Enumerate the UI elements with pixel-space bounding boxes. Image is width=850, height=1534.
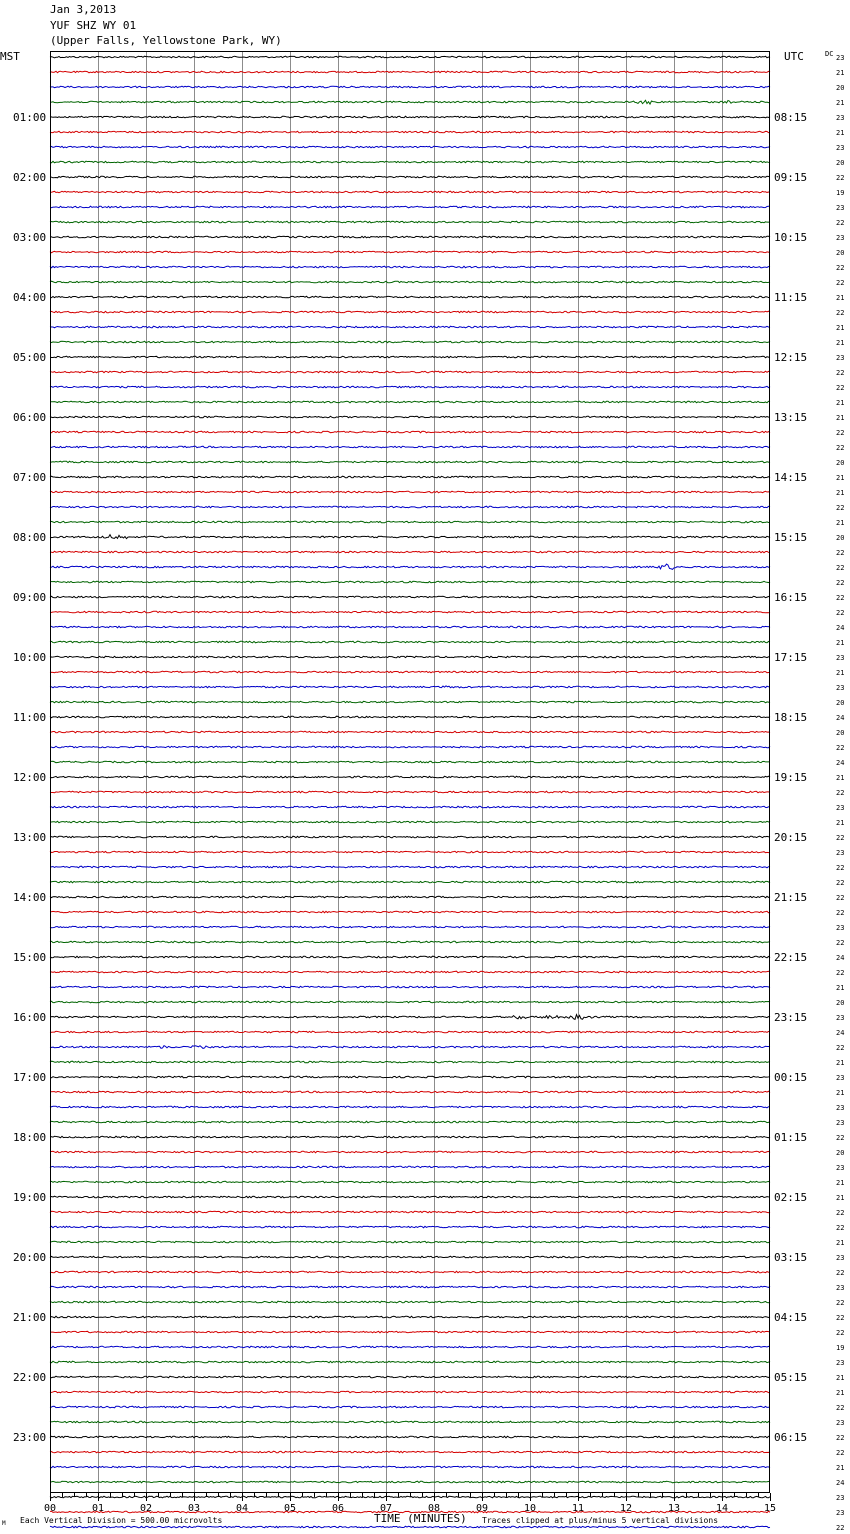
trace-row	[50, 266, 770, 268]
trace-row	[50, 401, 770, 403]
trace-row	[50, 1436, 770, 1438]
dc-offset-label: 22	[836, 789, 845, 797]
mst-hour-label: 02:00	[13, 171, 47, 184]
trace-row	[50, 1076, 770, 1078]
trace-row	[50, 146, 770, 148]
dc-offset-label: 21	[836, 69, 845, 77]
trace-row	[50, 1061, 770, 1063]
x-axis-title: TIME (MINUTES)	[374, 1512, 467, 1525]
trace-row	[50, 1226, 770, 1228]
trace-row	[50, 1031, 770, 1033]
mst-hour-label: 05:00	[13, 351, 47, 364]
dc-offset-label: 23	[836, 1254, 845, 1262]
trace-row	[50, 1106, 770, 1108]
dc-offset-label: 22	[836, 279, 845, 287]
mst-hour-label: 19:00	[13, 1191, 47, 1204]
trace-row	[50, 926, 770, 928]
dc-offset-label: 21	[836, 339, 845, 347]
dc-offset-label: 22	[836, 909, 845, 917]
trace-row	[50, 491, 770, 493]
dc-offset-label: 23	[836, 1014, 845, 1022]
trace-row	[50, 311, 770, 313]
trace-row	[50, 131, 770, 133]
trace-row	[50, 1526, 770, 1528]
dc-offset-label: 23	[836, 1419, 845, 1427]
trace-row	[50, 535, 770, 539]
dc-offset-label: 22	[836, 579, 845, 587]
x-tick-label: 09	[476, 1503, 489, 1514]
mst-hour-label: 21:00	[13, 1311, 47, 1324]
trace-row	[50, 701, 770, 703]
x-tick-label: 14	[716, 1503, 729, 1514]
dc-offset-label: 20	[836, 159, 845, 167]
dc-offset-label: 21	[836, 414, 845, 422]
trace-row	[50, 911, 770, 913]
trace-row	[50, 611, 770, 613]
trace-row	[50, 431, 770, 433]
trace-row	[50, 716, 770, 718]
trace-row	[50, 671, 770, 673]
dc-offset-label: 21	[836, 1194, 845, 1202]
dc-offset-label: 22	[836, 969, 845, 977]
x-tick-label: 02	[140, 1503, 153, 1514]
axis-labels	[13, 54, 844, 1534]
trace-row	[50, 1451, 770, 1453]
x-tick-label: 03	[188, 1503, 201, 1514]
trace-row	[50, 971, 770, 973]
dc-offset-label: 24	[836, 759, 845, 767]
trace-row	[50, 1015, 770, 1020]
trace-row	[50, 416, 770, 418]
utc-hour-label: 02:15	[774, 1191, 808, 1204]
trace-row	[50, 356, 770, 358]
x-tick-label: 12	[620, 1503, 633, 1514]
mst-hour-label: 13:00	[13, 831, 47, 844]
dc-offset-label: 20	[836, 729, 845, 737]
dc-offset-label: 21	[836, 819, 845, 827]
trace-row	[50, 1286, 770, 1288]
mst-hour-label: 16:00	[13, 1011, 47, 1024]
dc-offset-label: 23	[836, 1164, 845, 1172]
trace-row	[50, 461, 770, 463]
dc-offset-label: 22	[836, 1314, 845, 1322]
utc-hour-label: 11:15	[774, 291, 808, 304]
x-tick-label: 15	[764, 1503, 777, 1514]
utc-hour-label: 16:15	[774, 591, 808, 604]
trace-row	[50, 1316, 770, 1318]
chart-date: Jan 3,2013	[50, 3, 117, 16]
dc-offset-label: 23	[836, 849, 845, 857]
trace-row	[50, 581, 770, 583]
dc-offset-label: 23	[836, 1494, 845, 1502]
trace-row	[50, 326, 770, 328]
x-tick-label: 11	[572, 1503, 585, 1514]
dc-offset-label: 21	[836, 1089, 845, 1097]
mst-hour-label: 17:00	[13, 1071, 47, 1084]
mst-hour-label: 11:00	[13, 711, 47, 724]
dc-offset-label: 22	[836, 444, 845, 452]
trace-row	[50, 986, 770, 988]
x-tick-label: 00	[44, 1503, 57, 1514]
x-tick-label: 04	[236, 1503, 249, 1514]
dc-offset-label: 22	[836, 1404, 845, 1412]
trace-layer	[50, 56, 770, 1534]
trace-row	[50, 896, 770, 898]
utc-hour-label: 21:15	[774, 891, 808, 904]
dc-offset-label: 23	[836, 234, 845, 242]
trace-row	[50, 851, 770, 853]
utc-hour-label: 01:15	[774, 1131, 808, 1144]
dc-offset-label: 24	[836, 714, 845, 722]
trace-row	[50, 1046, 770, 1049]
trace-row	[50, 476, 770, 478]
dc-offset-label: 22	[836, 1329, 845, 1337]
utc-hour-label: 03:15	[774, 1251, 808, 1264]
mst-hour-label: 23:00	[13, 1431, 47, 1444]
dc-offset-label: 22	[836, 1209, 845, 1217]
trace-row	[50, 206, 770, 208]
dc-offset-label: 20	[836, 534, 845, 542]
dc-offset-label: 23	[836, 354, 845, 362]
dc-offset-label: 21	[836, 489, 845, 497]
trace-row	[50, 71, 770, 73]
x-tick-label: 06	[332, 1503, 345, 1514]
utc-hour-label: 10:15	[774, 231, 808, 244]
dc-offset-label: 23	[836, 1284, 845, 1292]
mst-hour-label: 15:00	[13, 951, 47, 964]
trace-row	[50, 221, 770, 223]
dc-offset-label: 22	[836, 894, 845, 902]
dc-offset-label: 20	[836, 84, 845, 92]
trace-row	[50, 1241, 770, 1243]
trace-row	[50, 341, 770, 343]
dc-offset-label: 23	[836, 1359, 845, 1367]
trace-row	[50, 1301, 770, 1303]
dc-offset-label: 22	[836, 564, 845, 572]
dc-offset-label: 22	[836, 1449, 845, 1457]
dc-offset-label: 20	[836, 1149, 845, 1157]
dc-offset-label: 22	[836, 1524, 845, 1532]
trace-row	[50, 1361, 770, 1363]
utc-hour-label: 04:15	[774, 1311, 808, 1324]
trace-row	[50, 821, 770, 823]
clip-note: Traces clipped at plus/minus 5 vertical divisions	[482, 1516, 719, 1525]
dc-offset-label: 21	[836, 294, 845, 302]
dc-offset-label: 21	[836, 984, 845, 992]
scale-note: Each Vertical Division = 500.00 microvolts	[20, 1516, 223, 1525]
dc-offset-label: 22	[836, 1224, 845, 1232]
dc-offset-label: 20	[836, 459, 845, 467]
utc-hour-label: 13:15	[774, 411, 808, 424]
trace-row	[50, 281, 770, 283]
mst-hour-label: 12:00	[13, 771, 47, 784]
dc-offset-label: 21	[836, 399, 845, 407]
trace-row	[50, 1376, 770, 1378]
utc-hour-label: 14:15	[774, 471, 808, 484]
dc-offset-label: 21	[836, 519, 845, 527]
dc-offset-label: 23	[836, 804, 845, 812]
dc-offset-label: 23	[836, 924, 845, 932]
trace-row	[50, 656, 770, 658]
dc-offset-label: 23	[836, 54, 845, 62]
mst-hour-label: 04:00	[13, 291, 47, 304]
trace-row	[50, 1211, 770, 1213]
dc-offset-label: 22	[836, 384, 845, 392]
dc-offset-label: 22	[836, 609, 845, 617]
dc-offset-label: 23	[836, 1509, 845, 1517]
dc-offset-label: 21	[836, 324, 845, 332]
dc-offset-label: 23	[836, 1074, 845, 1082]
mst-hour-label: 09:00	[13, 591, 47, 604]
trace-row	[50, 1196, 770, 1198]
utc-hour-label: 23:15	[774, 1011, 808, 1024]
dc-offset-label: 21	[836, 1239, 845, 1247]
trace-row	[50, 564, 770, 569]
dc-offset-label: 22	[836, 264, 845, 272]
dc-offset-label: 22	[836, 834, 845, 842]
mst-hour-label: 03:00	[13, 231, 47, 244]
trace-row	[50, 596, 770, 598]
trace-row	[50, 1181, 770, 1183]
x-tick-label: 01	[92, 1503, 105, 1514]
dc-offset-label: 21	[836, 1464, 845, 1472]
dc-offset-label: 22	[836, 939, 845, 947]
dc-offset-label: 21	[836, 639, 845, 647]
dc-offset-label: 23	[836, 204, 845, 212]
x-tick-label: 05	[284, 1503, 297, 1514]
chart-location: (Upper Falls, Yellowstone Park, WY)	[50, 34, 282, 47]
dc-offset-label: 20	[836, 999, 845, 1007]
trace-row	[50, 1136, 770, 1138]
trace-row	[50, 56, 770, 58]
dc-offset-label: 22	[836, 1299, 845, 1307]
trace-row	[50, 371, 770, 373]
trace-row	[50, 1091, 770, 1093]
trace-row	[50, 776, 770, 778]
mst-hour-label: 01:00	[13, 111, 47, 124]
dc-offset-label: 23	[836, 684, 845, 692]
dc-offset-label: 24	[836, 1479, 845, 1487]
utc-hour-label: 00:15	[774, 1071, 808, 1084]
trace-row	[50, 686, 770, 688]
dc-offset-label: 21	[836, 774, 845, 782]
utc-hour-label: 15:15	[774, 531, 808, 544]
chart-station: YUF SHZ WY 01	[50, 19, 137, 32]
dc-offset-label: 21	[836, 1059, 845, 1067]
dc-offset-label: 19	[836, 1344, 845, 1352]
dc-offset-label: 23	[836, 144, 845, 152]
mst-hour-label: 20:00	[13, 1251, 47, 1264]
utc-hour-label: 12:15	[774, 351, 808, 364]
dc-offset-label: 22	[836, 369, 845, 377]
trace-row	[50, 551, 770, 553]
utc-hour-label: 09:15	[774, 171, 808, 184]
trace-row	[50, 191, 770, 193]
utc-hour-label: 08:15	[774, 111, 808, 124]
trace-row	[50, 731, 770, 733]
dc-label: DC	[825, 50, 834, 58]
trace-row	[50, 1151, 770, 1153]
trace-row	[50, 806, 770, 808]
trace-row	[50, 881, 770, 883]
trace-row	[50, 1331, 770, 1333]
trace-row	[50, 1346, 770, 1348]
dc-offset-label: 22	[836, 1434, 845, 1442]
dc-offset-label: 21	[836, 1179, 845, 1187]
dc-offset-label: 22	[836, 744, 845, 752]
dc-offset-label: 22	[836, 594, 845, 602]
trace-row	[50, 641, 770, 643]
dc-offset-label: 22	[836, 864, 845, 872]
dc-offset-label: 22	[836, 504, 845, 512]
dc-offset-label: 21	[836, 99, 845, 107]
dc-offset-label: 23	[836, 654, 845, 662]
dc-offset-label: 20	[836, 249, 845, 257]
trace-row	[50, 386, 770, 388]
utc-hour-label: 22:15	[774, 951, 808, 964]
x-tick-label: 13	[668, 1503, 681, 1514]
dc-offset-label: 22	[836, 879, 845, 887]
mst-hour-label: 14:00	[13, 891, 47, 904]
x-tick-label: 07	[380, 1503, 393, 1514]
trace-row	[50, 1256, 770, 1258]
dc-offset-label: 21	[836, 669, 845, 677]
trace-row	[50, 1406, 770, 1408]
trace-row	[50, 1166, 770, 1168]
trace-row	[50, 1481, 770, 1483]
trace-row	[50, 100, 770, 104]
trace-row	[50, 761, 770, 763]
dc-offset-label: 23	[836, 114, 845, 122]
trace-row	[50, 866, 770, 868]
utc-hour-label: 05:15	[774, 1371, 808, 1384]
mst-hour-label: 10:00	[13, 651, 47, 664]
dc-offset-label: 21	[836, 474, 845, 482]
x-tick-label: 10	[524, 1503, 537, 1514]
dc-offset-label: 22	[836, 1269, 845, 1277]
right-zone-label: UTC	[784, 50, 804, 63]
dc-offset-label: 23	[836, 1104, 845, 1112]
dc-offset-label: 24	[836, 624, 845, 632]
left-zone-label: MST	[0, 50, 20, 63]
trace-row	[50, 746, 770, 748]
trace-row	[50, 1001, 770, 1003]
trace-row	[50, 1421, 770, 1423]
dc-offset-label: 22	[836, 1134, 845, 1142]
dc-offset-label: 22	[836, 174, 845, 182]
trace-row	[50, 506, 770, 508]
trace-row	[50, 161, 770, 163]
mst-hour-label: 22:00	[13, 1371, 47, 1384]
trace-row	[50, 521, 770, 523]
utc-hour-label: 06:15	[774, 1431, 808, 1444]
trace-row	[50, 1271, 770, 1273]
dc-offset-label: 22	[836, 1044, 845, 1052]
utc-hour-label: 20:15	[774, 831, 808, 844]
utc-hour-label: 18:15	[774, 711, 808, 724]
dc-offset-label: 19	[836, 189, 845, 197]
dc-offset-label: 20	[836, 699, 845, 707]
dc-offset-label: 22	[836, 549, 845, 557]
trace-row	[50, 836, 770, 838]
trace-row	[50, 446, 770, 448]
mst-hour-label: 08:00	[13, 531, 47, 544]
dc-offset-label: 21	[836, 1389, 845, 1397]
corner-mark: M	[2, 1520, 6, 1527]
dc-offset-label: 22	[836, 429, 845, 437]
trace-row	[50, 941, 770, 943]
utc-hour-label: 17:15	[774, 651, 808, 664]
trace-row	[50, 1121, 770, 1123]
dc-offset-label: 21	[836, 1374, 845, 1382]
mst-hour-label: 18:00	[13, 1131, 47, 1144]
trace-row	[50, 296, 770, 298]
trace-row	[50, 236, 770, 238]
trace-row	[50, 86, 770, 88]
trace-row	[50, 1391, 770, 1393]
dc-offset-label: 24	[836, 1029, 845, 1037]
trace-row	[50, 251, 770, 253]
dc-offset-label: 23	[836, 1119, 845, 1127]
utc-hour-label: 19:15	[774, 771, 808, 784]
dc-offset-label: 21	[836, 129, 845, 137]
trace-row	[50, 791, 770, 793]
trace-row	[50, 176, 770, 178]
mst-hour-label: 06:00	[13, 411, 47, 424]
dc-offset-label: 22	[836, 309, 845, 317]
trace-row	[50, 1466, 770, 1468]
dc-offset-label: 24	[836, 954, 845, 962]
x-tick-label: 08	[428, 1503, 441, 1514]
trace-row	[50, 956, 770, 958]
mst-hour-label: 07:00	[13, 471, 47, 484]
trace-row	[50, 116, 770, 118]
trace-row	[50, 626, 770, 628]
dc-offset-label: 22	[836, 219, 845, 227]
